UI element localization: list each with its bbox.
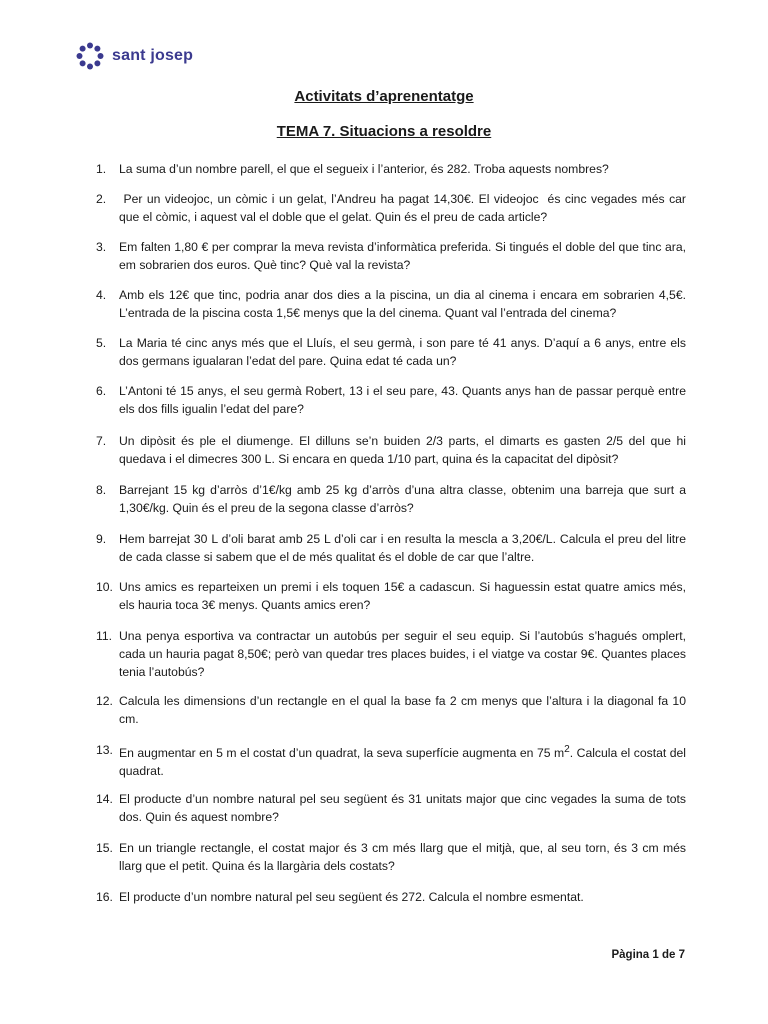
item-text-end: . Calcula el costat del quadrat.	[119, 746, 686, 779]
list-item	[96, 190, 690, 226]
logo	[76, 42, 193, 70]
list-item	[96, 238, 686, 274]
item-text: Hem barrejat 30 L d’oli barat amb 25 L d’oli car i en resulta la mescla a 3,20€/L. Calcula el preu del litre de cada classe si sabem que el de més qualitat és el doble de car que l’altre.	[119, 532, 686, 564]
list-item	[96, 286, 686, 322]
item-number: 6.	[96, 384, 107, 398]
list-item	[96, 741, 686, 780]
page-number: Pàgina 1 de 7	[611, 949, 685, 961]
item-text: La suma d’un nombre parell, el que el segueix i l’anterior, és 282. Troba aquests nombres?	[119, 162, 609, 176]
item-number: 14.	[96, 792, 113, 806]
item-text: L’Antoni té 15 anys, el seu germà Robert, 13 i el seu pare, 43. Quants anys han de passar perquè entre els dos fills igualin l’edat del pare?	[119, 384, 686, 416]
item-number: 7.	[96, 434, 107, 448]
item-number: 2.	[96, 192, 107, 206]
item-text: Calcula les dimensions d’un rectangle en el qual la base fa 2 cm menys que l’altura i la diagonal fa 10 cm.	[119, 694, 686, 726]
list-item	[96, 382, 686, 418]
item-text: Per un videojoc, un còmic i un gelat, l’Andreu ha pagat 14,30€. El videojoc és cinc vegades més car que el còmic, i aquest val el doble que el gelat. Quin és el preu de cada article?	[119, 192, 690, 224]
page-title: Activitats d’aprenentatge	[294, 88, 474, 105]
item-text: El producte d’un nombre natural pel seu següent és 31 unitats major que cinc vegades la suma de tots dos. Quin és aquest nombre?	[119, 792, 686, 824]
list-item	[96, 692, 686, 728]
logo-text: sant josep	[112, 47, 194, 64]
page-subtitle: TEMA 7. Situacions a resoldre	[276, 123, 492, 140]
list-item	[96, 839, 686, 875]
item-number: 16.	[96, 890, 113, 904]
item-number: 10.	[96, 580, 113, 594]
item-text: La Maria té cinc anys més que el Lluís, el seu germà, i son pare té 41 anys. D’aquí a 6 anys, entre els dos germans igualaran l’edat del pare. Quina edat té cada un?	[119, 336, 686, 368]
item-number: 8.	[96, 483, 107, 497]
item-text: Una penya esportiva va contractar un autobús per seguir el seu equip. Si l’autobús s’hagués omplert, cada un hauria pagat 8,50€; però van quedar tres places buides, i el viatge va costar 9€. Quantes places tenia l’autobús?	[119, 629, 686, 679]
list-item	[96, 627, 686, 681]
item-number: 3.	[96, 240, 107, 254]
list-item	[96, 160, 686, 178]
list-item	[96, 888, 686, 906]
item-text: El producte d’un nombre natural pel seu següent és 272. Calcula el nombre esmentat.	[119, 890, 584, 904]
item-number: 13.	[96, 743, 113, 757]
list-item	[96, 481, 686, 517]
item-text: En un triangle rectangle, el costat major és 3 cm més llarg que el mitjà, que, al seu torn, és 3 cm més llarg que el petit. Quina és la llargària dels costats?	[119, 841, 686, 873]
item-number: 9.	[96, 532, 107, 546]
list-item	[96, 578, 686, 614]
list-item	[96, 334, 686, 370]
item-number: 15.	[96, 841, 113, 855]
item-number: 4.	[96, 288, 107, 302]
list-item	[96, 432, 686, 468]
item-text: Amb els 12€ que tinc, podria anar dos dies a la piscina, un dia al cinema i encara em sobrarien 4,5€. L’entrada de la piscina costa 1,5€ menys que la del cinema. Quant val l’entrada del cinema?	[119, 288, 686, 320]
dotted-circle-icon	[76, 42, 104, 70]
item-number: 1.	[96, 162, 107, 176]
item-text-main: En augmentar en 5 m el costat d’un quadrat, la seva superfície augmenta en 75 m	[119, 746, 565, 761]
item-number: 11.	[96, 629, 113, 643]
item-number: 12.	[96, 694, 113, 708]
item-text: Un dipòsit és ple el diumenge. El dilluns se’n buiden 2/3 parts, el dimarts es gasten 2/5 del que hi quedava i el dimecres 300 L. Si encara en queda 1/10 part, quina és la capacitat del dipòsit?	[119, 434, 686, 466]
item-text: Barrejant 15 kg d’arròs d’1€/kg amb 25 kg d’arròs d’una altra classe, obtenim una barreja que surt a 1,30€/kg. Quin és el preu de la segona classe d’arròs?	[119, 483, 686, 515]
list-item	[96, 790, 686, 826]
item-text	[119, 741, 686, 780]
superscript: 2	[564, 744, 570, 755]
list-item	[96, 530, 686, 566]
item-text: Uns amics es reparteixen un premi i els toquen 15€ a cadascun. Si haguessin estat quatre amics més, els hauria toca 3€ menys. Quants amics eren?	[119, 580, 686, 612]
item-number: 5.	[96, 336, 107, 350]
item-text: Em falten 1,80 € per comprar la meva revista d’informàtica preferida. Si tingués el doble del que tinc ara, em sobrarien dos euros. Què tinc? Què val la revista?	[119, 240, 686, 272]
